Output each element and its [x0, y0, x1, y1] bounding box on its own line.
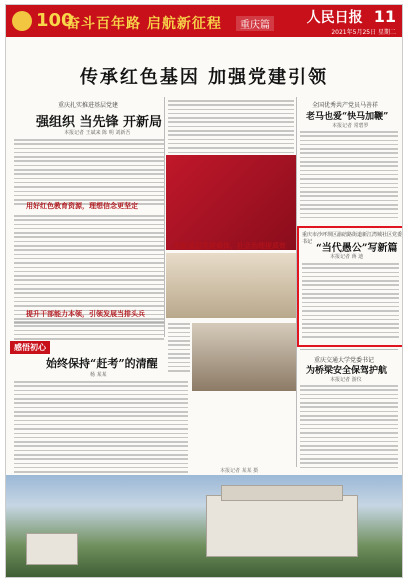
- header-banner: [6, 5, 402, 37]
- section-divider: [300, 349, 398, 350]
- photo-building-landscape: [6, 475, 402, 577]
- left-subheading-1: 用好红色教育资源，理想信念更坚定: [26, 201, 138, 210]
- right-top-body: [300, 131, 398, 221]
- column-divider: [164, 97, 165, 337]
- right-bottom-title: 为桥梁安全保驾护航: [306, 366, 388, 376]
- newspaper-page: [5, 4, 403, 578]
- photo-community-meeting: [166, 253, 296, 318]
- building: [206, 495, 358, 557]
- date-line: 2021年5月25日 星期二: [331, 29, 396, 36]
- right-top-title: 老马也爱“快马加鞭”: [306, 112, 389, 122]
- essay-title: 始终保持“赶考”的清醒: [46, 357, 158, 370]
- essay-badge: 感悟初心: [10, 341, 50, 354]
- right-bottom-body: [300, 385, 398, 471]
- middle-body-2: [168, 323, 190, 375]
- banner-number: 100: [36, 10, 74, 31]
- left-subheading-2: 提升干部能力本领，引领发展当排头兵: [26, 309, 145, 318]
- right-top-kicker: 全国优秀共产党员马善祥: [312, 102, 379, 109]
- masthead: [307, 7, 396, 36]
- highlighted-body: [302, 263, 399, 340]
- building-roof: [221, 485, 343, 501]
- photo-credit: 本报记者 某某 摄: [220, 468, 259, 474]
- photo-party-event: [166, 155, 296, 250]
- party-emblem-icon: [12, 11, 32, 31]
- highlighted-title: “当代愚公”写新篇: [316, 243, 398, 254]
- banner-region: 重庆篇: [236, 16, 274, 31]
- highlighted-kicker: 重庆市沙坪坝区渝碚路街道新江湾城社区党委书记: [302, 232, 403, 245]
- left-title: 强组织 当先锋 开新局: [36, 115, 163, 130]
- photo-volunteers: [192, 323, 296, 391]
- middle-subheading: 创新基层党建载体，社会治理提质效: [174, 241, 286, 250]
- building-small: [26, 533, 78, 565]
- newspaper-logo: 人民日报: [306, 10, 363, 26]
- right-bottom-kicker: 重庆交通大学党委书记: [314, 357, 375, 364]
- left-kicker: 重庆扎实推进基层党建: [58, 102, 119, 109]
- banner-title: 奋斗百年路 启航新征程: [66, 16, 222, 32]
- left-body-1: [14, 139, 164, 208]
- right-top-byline: 本报记者 常碧罗: [332, 123, 369, 129]
- left-byline: 本报记者 王斌来 陈 明 刘新吾: [64, 130, 131, 136]
- essay-byline: 杨 某某: [90, 372, 107, 378]
- highlighted-byline: 本报记者 蒋 迪: [330, 254, 364, 260]
- page-headline: 传承红色基因 加强党建引领: [79, 67, 329, 88]
- right-bottom-byline: 本报记者 游仪: [330, 377, 362, 383]
- left-body-3: [14, 321, 164, 342]
- essay-body: [14, 381, 188, 480]
- page-number: 11: [373, 7, 396, 26]
